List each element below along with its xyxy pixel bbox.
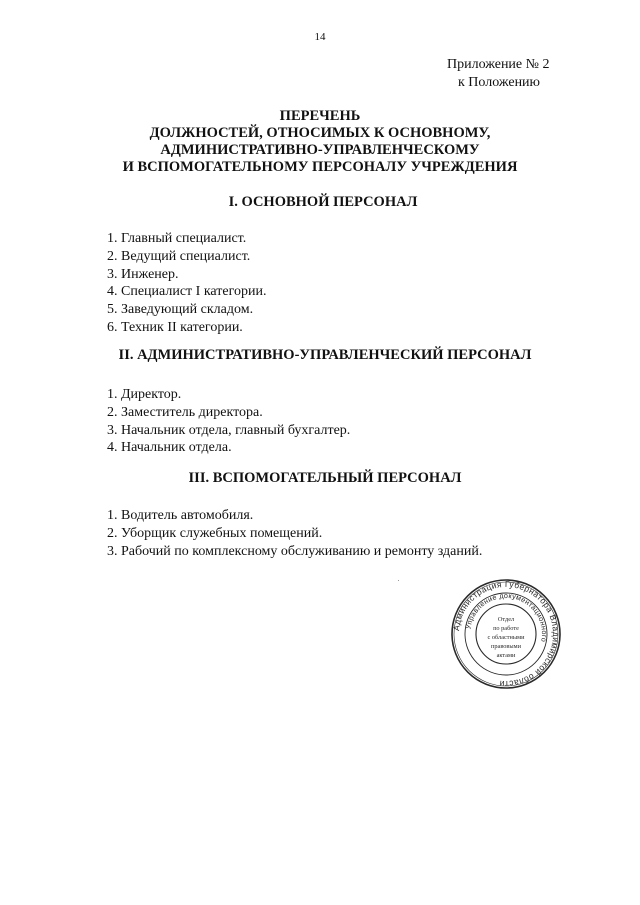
- seal-center-line: по работе: [493, 625, 519, 632]
- section-heading-admin-staff: II. АДМИНИСТРАТИВНО-УПРАВЛЕНЧЕСКИЙ ПЕРСОНАЛ: [118, 347, 532, 363]
- seal-ring-text: Управление документационного: [463, 590, 550, 643]
- list-item: 3. Начальник отдела, главный бухгалтер.: [107, 422, 351, 438]
- list-item: 3. Рабочий по комплексному обслуживанию и ремонту зданий.: [107, 543, 483, 559]
- list-item: 2. Уборщик служебных помещений.: [107, 525, 323, 541]
- list-item: 4. Начальник отдела.: [107, 440, 232, 456]
- appendix-regulation: к Положению: [458, 75, 541, 90]
- list-item: 3. Инженер.: [107, 266, 179, 282]
- title-line: ДОЛЖНОСТЕЙ, ОТНОСИМЫХ К ОСНОВНОМУ,: [149, 125, 491, 141]
- seal-center-line: правовыми: [491, 643, 521, 650]
- list-item: 1. Главный специалист.: [107, 231, 247, 246]
- list-item: 5. Заведующий складом.: [107, 302, 254, 318]
- title-line: ПЕРЕЧЕНЬ: [279, 108, 361, 124]
- title-line: АДМИНИСТРАТИВНО-УПРАВЛЕНЧЕСКОМУ: [160, 142, 480, 158]
- document-title: [0, 108, 640, 176]
- seal-center-line: актами: [496, 652, 516, 659]
- list-item: 2. Заместитель директора.: [107, 404, 263, 420]
- official-seal-stamp: [450, 578, 562, 690]
- appendix-reference: [447, 56, 550, 92]
- seal-center-line: Отдел: [497, 616, 515, 623]
- list-item: 1. Водитель автомобиля.: [107, 508, 254, 523]
- section-heading-main-staff: I. ОСНОВНОЙ ПЕРСОНАЛ: [228, 194, 418, 210]
- main-staff-list: [107, 230, 267, 337]
- title-line: И ВСПОМОГАТЕЛЬНОМУ ПЕРСОНАЛУ УЧРЕЖДЕНИЯ: [122, 159, 518, 175]
- appendix-number: Приложение № 2: [447, 57, 550, 72]
- admin-staff-list: [107, 386, 350, 457]
- seal-center-line: с областными: [487, 634, 525, 641]
- list-item: 2. Ведущий специалист.: [107, 248, 251, 264]
- list-item: 6. Техник II категории.: [107, 319, 243, 335]
- scan-speck: [398, 580, 399, 581]
- list-item: 4. Специалист I категории.: [107, 284, 267, 300]
- page-number: 14: [314, 31, 326, 43]
- list-item: 1. Директор.: [107, 387, 182, 402]
- seal-outer-text: Администрация Губернатора Владимирской области: [451, 578, 562, 690]
- support-staff-list: [107, 507, 482, 560]
- section-heading-support-staff: III. ВСПОМОГАТЕЛЬНЫЙ ПЕРСОНАЛ: [188, 470, 462, 486]
